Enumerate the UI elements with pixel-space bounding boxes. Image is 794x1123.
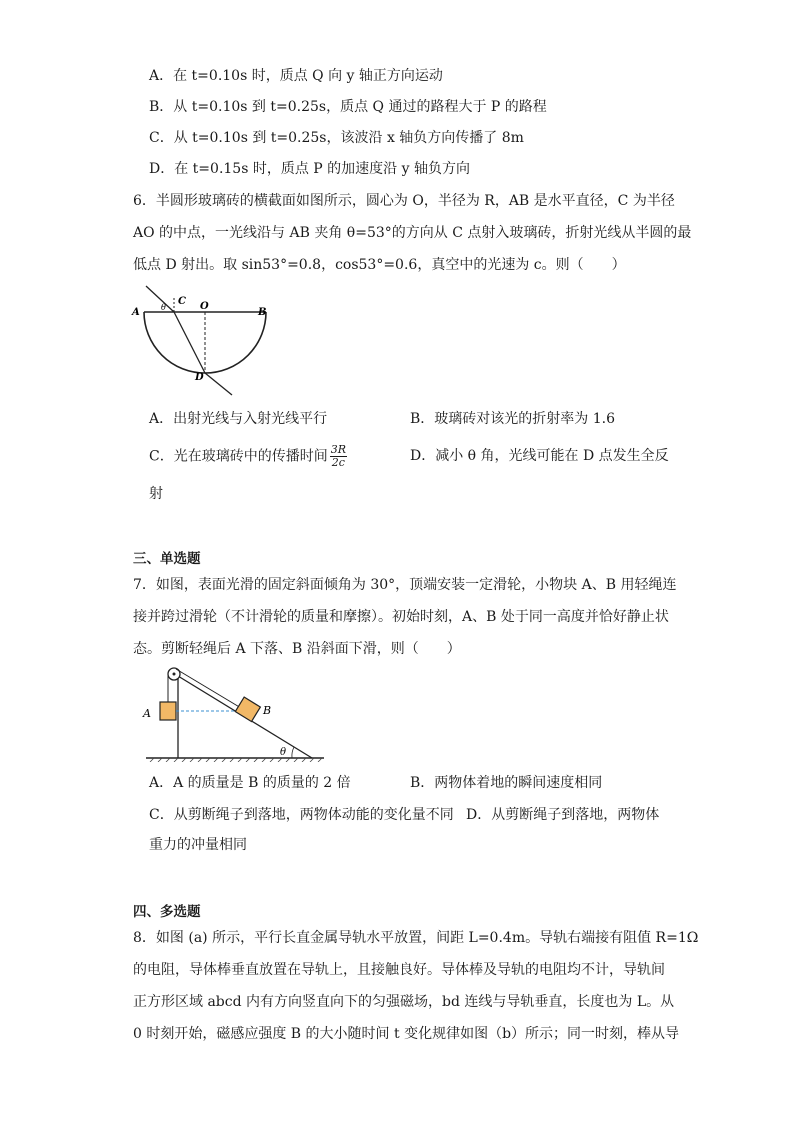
q5-option-b: B．从 t=0.10s 到 t=0.25s，质点 Q 通过的路程大于 P 的路程 (149, 99, 547, 115)
q6-option-d-line1: D．减小 θ 角，光线可能在 D 点发生全反 (410, 448, 669, 464)
q7-option-a: A．A 的质量是 B 的质量的 2 倍 (149, 775, 351, 791)
q5-option-d: D．在 t=0.15s 时，质点 P 的加速度沿 y 轴负方向 (149, 161, 470, 177)
fig7-label-b: B (263, 704, 272, 717)
q5-option-a: A．在 t=0.10s 时，质点 Q 向 y 轴正方向运动 (149, 68, 443, 84)
fig7-label-theta: θ (280, 747, 287, 758)
section-heading-multiple-choice: 四、多选题 (133, 904, 201, 920)
q6-option-c: C．光在玻璃砖中的传播时间 $\frac{3R}{2c}$ (149, 443, 346, 469)
fig6-label-d: D (195, 372, 204, 383)
q7-option-d-line2: 重力的冲量相同 (149, 837, 247, 853)
q7-incline-figure (140, 662, 330, 762)
fig6-label-theta: θ (161, 303, 166, 312)
q6-option-b: B．玻璃砖对该光的折射率为 1.6 (410, 411, 616, 427)
q8-stem-line3: 正方形区域 abcd 内有方向竖直向下的匀强磁场，bd 连线与导轨垂直，长度也为 L。从 (133, 994, 675, 1010)
q6-option-c-fraction: $\frac{3R}{2c}$ (330, 443, 346, 469)
fig7-label-a: A (143, 707, 151, 720)
q7-option-b: B．两物体着地的瞬间速度相同 (410, 775, 603, 791)
q8-stem-line1: 8．如图 (a) 所示，平行长直金属导轨水平放置，间距 L=0.4m。导轨右端接有阻值 R=1Ω (133, 930, 699, 946)
q8-stem-line2: 的电阻，导体棒垂直放置在导轨上，且接触良好。导体棒及导轨的电阻均不计，导轨间 (133, 962, 665, 978)
fig6-label-a: A (132, 307, 140, 318)
q5-option-c: C．从 t=0.10s 到 t=0.25s，该波沿 x 轴负方向传播了 8m (149, 130, 524, 146)
q6-stem-line2: AO 的中点，一光线沿与 AB 夹角 θ=53°的方向从 C 点射入玻璃砖，折射光线从半圆的最 (133, 225, 692, 241)
q6-option-a: A．出射光线与入射光线平行 (149, 411, 328, 427)
q7-option-c: C．从剪断绳子到落地，两物体动能的变化量不同 (149, 807, 454, 823)
q6-option-d-line2: 射 (149, 486, 163, 502)
q7-stem-line2: 接并跨过滑轮（不计滑轮的质量和摩擦）。初始时刻，A、B 处于同一高度并恰好静止状 (133, 609, 669, 625)
q8-stem-line4: 0 时刻开始，磁感应强度 B 的大小随时间 t 变化规律如图（b）所示；同一时刻，棒从导 (133, 1026, 680, 1042)
fig6-label-o: O (200, 301, 209, 312)
q6-semicircle-figure (128, 282, 278, 397)
q6-stem-line3: 低点 D 射出。取 sin53°=0.8，cos53°=0.6，真空中的光速为 c。则（ ） (133, 257, 626, 273)
q7-option-d-line1: D．从剪断绳子到落地，两物体 (466, 807, 660, 823)
section-heading-single-choice: 三、单选题 (133, 551, 201, 567)
q6-stem-line1: 6．半圆形玻璃砖的横截面如图所示，圆心为 O，半径为 R，AB 是水平直径，C 为半径 (133, 193, 675, 209)
q7-stem-line3: 态。剪断轻绳后 A 下落、B 沿斜面下滑，则（ ） (133, 641, 461, 657)
fig6-label-c: C (178, 296, 186, 307)
fig6-label-b: B (258, 307, 267, 318)
q7-stem-line1: 7．如图，表面光滑的固定斜面倾角为 30°，顶端安装一定滑轮，小物块 A、B 用轻绳连 (133, 577, 677, 593)
